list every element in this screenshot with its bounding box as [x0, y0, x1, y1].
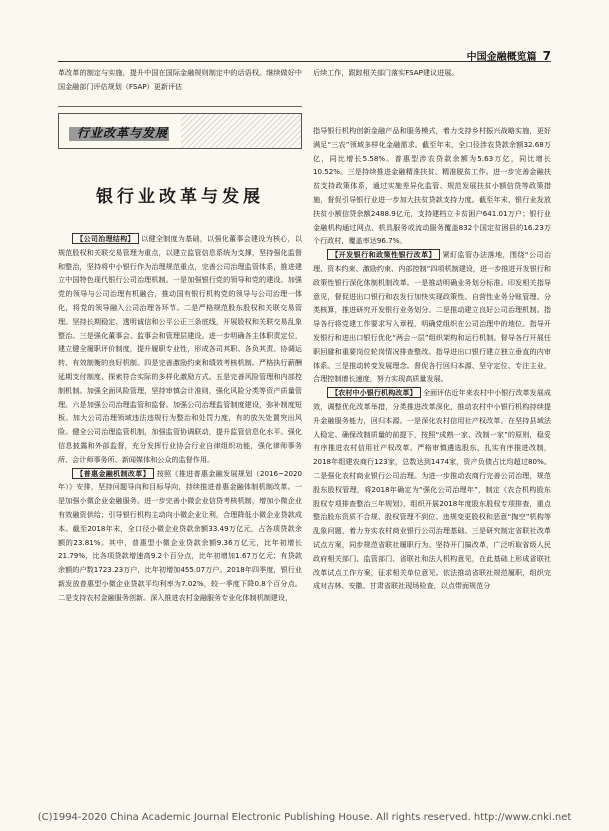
left-column	[58, 232, 302, 605]
section-paragraph	[58, 467, 302, 605]
banner-hatch-pattern	[181, 114, 301, 149]
section-heading: 【开发银行和政策性银行改革】	[327, 249, 440, 260]
section-paragraph	[58, 232, 302, 467]
section-heading: 【公司治理结构】	[72, 233, 139, 244]
section-heading: 【普惠金融机制改革】	[72, 468, 154, 479]
top-left-text	[58, 66, 302, 94]
section-heading: 【农村中小银行机构改革】	[327, 387, 420, 398]
section-body: 全面评估近年来农村中小银行改革发展成效，调整优化改革举措，分类推进改革深化，推动农村中小银行机构持续提升金融服务能力，回归本源。一是深化农村信用社产权改革。在坚持县域法人稳定、确保改制质量的前提下，按照“成熟一家、改制一家”的原则，稳妥有序推进农村信用社产权改革。严格审慎遴选股东，扎实有序推进改制，2018年组建农商行123家，总数达到1474家，资产负债占比均超过80%。二是强化农村商业银行公司治理。为进一步推动农商行完善公司治理，规范股东股权管理，将2018年确定为“强化公司治理年”，制定《农合机构股东股权专项排查整治三年规划》，组织开展2018年度股东股权专项排查，重点整治股东资质不合规、股权管理不到位、违规变更股权和恶意“掏空”机构等乱象问题，着力夯实农村商业银行公司治理基础。三是研究制定省联社改革试点方案，同步规范省联社履职行为。坚持开门搞改革，广泛听取省级人民政府相关部门、监管部门、省联社和法人机构意见，在此基础上形成省联社改革试点工作方案，征求相关单位意见。依法推动省联社规范履职，组织完成对吉林、安徽、甘肃省联社现场检查，以点带面规范分	[313, 388, 551, 591]
section-banner	[58, 113, 302, 149]
section-body: 以健全制度为基础，以强化董事会建设为核心，以规范股权和关联交易管理为重点，以建立监管信息系统为支撑，坚持强化监督和整治，坚持将中小银行作为治理规范重点，完善公司治理监管体系，推进建立中国特色现代银行公司治理机制。一是加强银行党的领导和党的建设。加强党的领导与公司治理有机融合，推动国有银行机构党的领导与公司治理一体化，将党的领导融入公司治理各环节。二是严格规范股东股权和关联交易管理。坚持长期稳定、透明诚信和公平公正三条底线，开展股权和关联交易乱象整治。三是强化董事会、监事会和管理层建设。进一步明确各主体职责定位，建立健全履职评价制度，提升履职专业性，形成各司其职、各负其责、协调运转、有效制衡的良好机制。四是完善激励约束和绩效考核机制。严格执行薪酬延期支付制度，探索符合实际的多样化激励方式。五是完善风险管理和内部控制机制。加强全面风险管理，坚持审慎会计准则，强化风险分类等资产质量管理。六是加强公司治理监管和监督。加强公司治理监管制度建设，弥补制度短板。加大公司治理领域违法违规行为整治和处罚力度，有的放矢处置突出风险。健全公司治理监管机制，加强监管协调联动，提升监管信息化水平。强化信息披露和外部监督，充分发挥行业协会行业自律组织功能，强化律师事务所、会计师事务所、新闻媒体和公众的监督作用。	[58, 234, 302, 464]
section-body: 紧盯监管办法落地，围绕“公司治理、资本约束、激励约束、内部控制”四项机制建设，进一步推进开发银行和政策性银行深化体制机制改革。一是推动明确业务划分标准。印发相关指导意见，督促进出口银行和农发行加快实现政策性、自营性业务分账管理、分类核算，推进研究开发银行业务划分。二是推动建立良好公司治理机制。指导各行将党建工作要求写入章程，明确党组织在公司治理中的地位。指导开发银行和进出口银行优化“两会一层”组织架构和运行机制。督导各行开展任职回避和重要岗位轮岗情况排查整改。指导进出口银行建立独立垂直的内审体系。三是推动转变发展理念。督促各行回归本源、坚守定位、专注主业，合理控制增长速度，努力实现高质量发展。	[313, 250, 552, 384]
running-header	[58, 48, 551, 62]
copyright-footer: (C)1994-2020 China Academic Journal Electronic Publishing House. All rights reserved. http://www.cnki.net	[37, 812, 572, 823]
right-column	[313, 124, 551, 593]
section-paragraph	[313, 386, 551, 593]
banner-text: 行业改革与发展	[77, 126, 169, 140]
page-number: 7	[542, 49, 551, 63]
section-body: 按照《推进普惠金融发展规划（2016~2020年）》安排，坚持问题导向和目标导向，持续推进普惠金融体制机制改革。一是加强小微企业金融服务。进一步完善小微企业信贷考核机制，增加小微企业有效融资供给；引导银行机构主动向小微企业让利，合理降低小微企业贷款成本。截至2018年末，全口径小微企业贷款余额33.49万亿元，占各项贷款余额的23.81%。其中，普惠型小微企业贷款余额9.36万亿元，比年初增长21.79%，比各项贷款增速高9.2个百分点，比年初增加1.67万亿元；有贷款余额的户数1723.23万户，比年初增加455.07万户。2018年四季度，银行业新发放普惠型小微企业贷款平均利率为7.02%，较一季度下降0.8个百分点。二是支持农村金融服务创新。深入推进农村金融服务专业化体制机制建设，	[58, 468, 302, 602]
top-left-paragraph: 革改革的制定与实施，提升中国在国际金融规则制定中的话语权。继续做好中国金融部门评估规划（FSAP）更新评估	[58, 68, 302, 91]
article-title: 银行业改革与发展	[96, 187, 264, 207]
header-title: 中国金融概览篇	[466, 52, 537, 63]
section-paragraph	[313, 248, 551, 386]
section-divider	[58, 106, 302, 107]
top-right-paragraph: 后续工作，跟踪相关部门落实FSAP建议进展。	[313, 68, 459, 77]
header-title-group	[467, 48, 551, 63]
top-right-text	[313, 66, 551, 80]
intro-paragraph: 指导银行机构创新金融产品和服务模式，着力支持乡村振兴战略实施，更好满足“三农”领域多样化金融需求。截至年末，全口径涉农贷款余额32.68万亿，同比增长5.58%。普惠型涉农贷款余额为5.63万亿，同比增长10.52%。三是持续推进金融精准扶贫、精准脱贫工作。进一步完善金融扶贫支持政策体系，通过实施差异化监管、规范发展扶贫小额信贷等政策措施，督促引导银行业进一步加大扶贫贷款支持力度。截至年末，银行业发放扶贫小额信贷余额2488.9亿元，支持建档立卡贫困户641.01万户；银行业金融机构通过网点、机具服务或流动服务覆盖832个国定贫困县的16.23万个行政村，覆盖率达96.7%。	[313, 126, 551, 246]
